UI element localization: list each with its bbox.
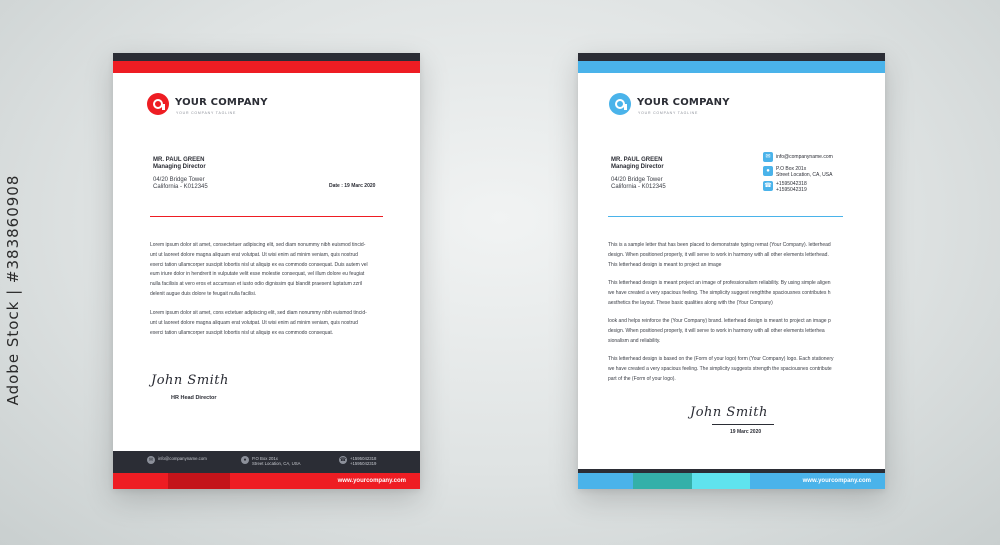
recipient-title: Managing Director xyxy=(153,164,206,170)
email-icon: ✉ xyxy=(763,152,773,162)
signer-title: HR Head Director xyxy=(171,395,217,401)
company-tagline: YOUR COMPANY TAGLINE xyxy=(638,111,699,115)
recipient-name: MR. PAUL GREEN xyxy=(611,157,663,163)
recipient-name: MR. PAUL GREEN xyxy=(153,157,205,163)
recipient-title: Managing Director xyxy=(611,164,664,170)
location-icon: ● xyxy=(763,166,773,176)
letterhead-blue xyxy=(578,53,885,489)
top-dark-band xyxy=(578,53,885,61)
body-paragraph-4: This letterhead design is based on the (Form of your logo) form (Your Company) logo. Each stationery we have created a very spacious feeling. The simplicity suggests strength the spaciousnes contribute part of the (Form of your logo). xyxy=(608,356,834,382)
company-tagline: YOUR COMPANY TAGLINE xyxy=(176,111,237,115)
company-name: YOUR COMPANY xyxy=(175,97,268,108)
signature: John Smith xyxy=(151,373,229,388)
company-name: YOUR COMPANY xyxy=(637,97,730,108)
signature-line xyxy=(712,424,774,425)
header-divider xyxy=(608,216,843,217)
header-divider xyxy=(150,216,383,217)
top-red-band xyxy=(113,61,420,73)
recipient-address-1: 04/20 Bridge Tower xyxy=(611,177,663,183)
recipient-address-2: California - K012345 xyxy=(611,184,666,190)
body-paragraph-2: Lorem ipsum dolor sit amet, cons ectetuer adipiscing elit, sed diam nonummy nibh euismod tincid- unt ut laoreet dolore magna aliquam erat volutpat. Ut wisi enim ad minim veniam, quis nostrud exerci tation ullamcorper suscipit lobortis nisl ut aliquip ex ea commodo consequat. xyxy=(150,310,367,336)
stock-id-watermark: Adobe Stock | #383860908 xyxy=(4,174,22,406)
signature-date: 19 Marc 2020 xyxy=(730,429,762,435)
top-blue-band xyxy=(578,61,885,73)
recipient-address-1: 04/20 Bridge Tower xyxy=(153,177,205,183)
footer-phone: ☎ +1595042318 +1595042319 xyxy=(339,456,377,467)
footer-dark-bar xyxy=(113,451,420,473)
body-paragraph-2: This letterhead design is meant project an image of professionalism reliability. By using simple aligen we have created a very spacious feeling. The simplicity suggest rengththe spaciousnes contributes h aesthetics the layout. These basic qualities along with the (Your Company) xyxy=(608,280,831,306)
contact-phone: ☎ +1595042318 +1595042319 xyxy=(764,181,807,193)
signature: John Smith xyxy=(690,405,768,420)
letterhead-red xyxy=(113,53,420,489)
body-paragraph-1: Lorem ipsum dolor sit amet, consectetuer adipiscing elit, sed diam nonummy nibh euismod tincid- unt ut laoreet dolore magna aliquam erat volutpat. Ut wisi enim ad minim veniam, quis nostrud exerci tation ullamcorper suscipit lobortis nisl ut aliquip ex ea commodo consequat. Duis autem vel eum iriure dolor in hendrerit in vulputate velit esse molestie consequat, vel illum dolore eu feugiat nulla facilisis at vero eros et accumsan et iusto odio dignissim qui blandit praesent luptatum zzril delenit augue duis dolore te feugait nulla facilisi. xyxy=(150,242,368,297)
footer-address: ● P.O Box 201x Street Location, CA, USA xyxy=(241,456,300,467)
phone-icon: ☎ xyxy=(764,183,772,189)
top-dark-band xyxy=(113,53,420,61)
body-paragraph-1: This is a sample letter that has been placed to demonstrate typing remat (Your Company). letterhead design. When positioned properly, it will serve to work in harmony with all other elements letterhead. This letterhead design is meant to project an image xyxy=(608,242,831,268)
footer-email: ✉ info@companyname.com xyxy=(148,456,207,463)
recipient-address-2: California - K012345 xyxy=(153,184,208,190)
company-logo-icon xyxy=(147,93,169,115)
contact-address: ● P.O Box 201x Street Location, CA, USA xyxy=(763,166,832,178)
company-logo-icon xyxy=(609,93,631,115)
body-paragraph-3: look and helps reinforce the (Your Company) brand. letterhead design is meant to project an image p design. When positioned properly, it will serve to work in harmony with all other elements letterhea sionalism and reliability. xyxy=(608,318,831,344)
phone-icon: ☎ xyxy=(339,456,347,463)
footer-website: www.yourcompany.com xyxy=(337,478,406,484)
contact-email: ✉ info@companyname.com xyxy=(763,152,833,162)
email-icon: ✉ xyxy=(148,456,154,463)
footer-website: www.yourcompany.com xyxy=(802,478,871,484)
location-icon: ● xyxy=(241,456,249,464)
letter-date: Date : 19 Marc 2020 xyxy=(329,183,376,189)
